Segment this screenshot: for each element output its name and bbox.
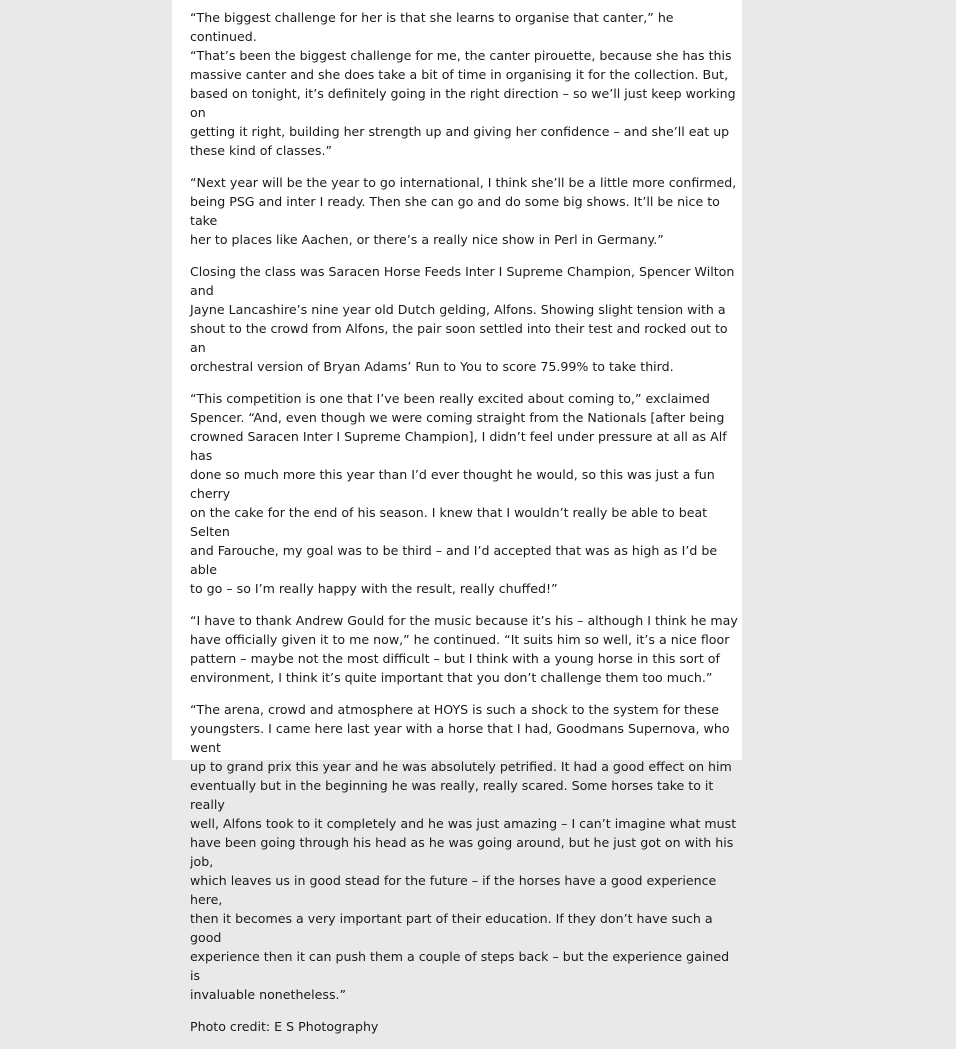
article-paragraph-4: “This competition is one that I’ve been really excited about coming to,” exclaimed Spencer. “And, even though we were coming straight from the Nationals [after being crowned Saracen Inter I Supreme Champion], I didn’t feel under pressure at all as Alf has done so much more this year than I’d ever thought he would, so this was just a fun cherry on the cake for the end of his season. I knew that I wouldn’t really be able to beat Selten and Farouche, my goal was to be third – and I’d accepted that was as high as I’d be able to go – so I’m really happy with the result, really chuffed!” (190, 391, 727, 596)
article-page (172, 0, 742, 1034)
article-paragraph-1: “The biggest challenge for her is that she learns to organise that canter,” he continued. “That’s been the biggest challenge for me, the canter pirouette, because she has this massive canter and she does take a bit of time in organising it for the collection. But, based on tonight, it’s definitely going in the right direction – so we’ll just keep working on getting it right, building her strength up and giving her confidence – and she’ll eat up these kind of classes.” (190, 10, 736, 158)
photo-credit: Photo credit: E S Photography (190, 1019, 379, 1034)
article-paragraph-3: Closing the class was Saracen Horse Feeds Inter I Supreme Champion, Spencer Wilton and Jayne Lancashire’s nine year old Dutch gelding, Alfons. Showing slight tension with a shout to the crowd from Alfons, the pair soon settled into their test and rocked out to an orchestral version of Bryan Adams’ Run to You to score 75.99% to take third. (190, 264, 735, 374)
article-paragraph-5: “I have to thank Andrew Gould for the music because it’s his – although I think he may have officially given it to me now,” he continued. “It suits him so well, it’s a nice floor pattern – maybe not the most difficult – but I think with a young horse in this sort of environment, I think it’s quite important that you don’t challenge them too much.” (190, 613, 738, 685)
article-body (190, 8, 738, 1049)
article-paragraph-6: “The arena, crowd and atmosphere at HOYS is such a shock to the system for these youngsters. I came here last year with a horse that I had, Goodmans Supernova, who went up to grand prix this year and he was absolutely petrified. It had a good effect on him eventually but in the beginning he was really, really scared. Some horses take to it really well, Alfons took to it completely and he was just amazing – I can’t imagine what must have been going through his head as he was going around, but he just got on with his job, which leaves us in good stead for the future – if the horses have a good experience here, then it becomes a very important part of their education. If they don’t have such a good experience then it can push them a couple of steps back – but the experience gained is invaluable nonetheless.” (190, 702, 737, 1002)
article-paragraph-2: “Next year will be the year to go international, I think she’ll be a little more confirmed, being PSG and inter I ready. Then she can go and do some big shows. It’ll be nice to take her to places like Aachen, or there’s a really nice show in Perl in Germany.” (190, 175, 737, 247)
